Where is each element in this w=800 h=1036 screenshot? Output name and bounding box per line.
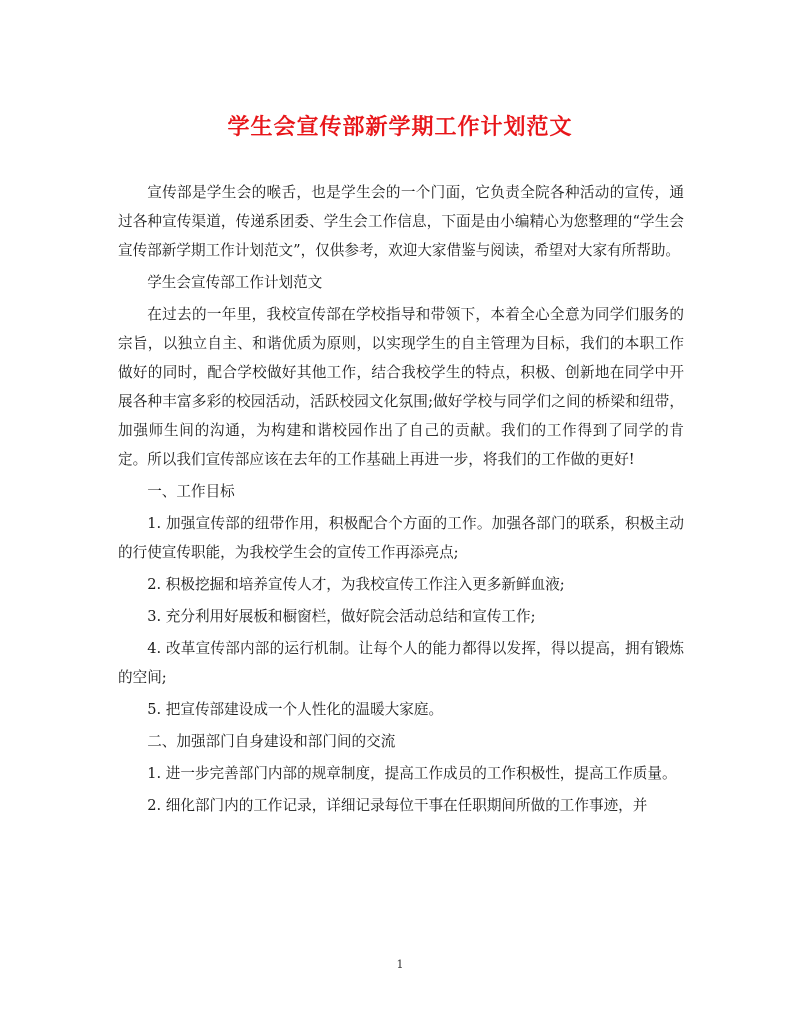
paragraph-intro: 宣传部是学生会的喉舌，也是学生会的一个门面，它负责全院各种活动的宣传，通过各种宣传渠道，传递系团委、学生会工作信息，下面是由小编精心为您整理的“学生会宣传部新学期工作计划范文”，仅供参考，欢迎大家借鉴与阅读，希望对大家有所帮助。 — [118, 184, 684, 259]
list-item-goal-1: 1. 加强宣传部的纽带作用，积极配合个方面的工作。加强各部门的联系，积极主动的行使宣传职能，为我校学生会的宣传工作再添亮点; — [118, 515, 684, 561]
list-item-goal-4: 4. 改革宣传部内部的运行机制。让每个人的能力都得以发挥，得以提高，拥有锻炼的空间; — [118, 640, 684, 686]
paragraph-review: 在过去的一年里，我校宣传部在学校指导和带领下，本着全心全意为同学们服务的宗旨，以独立自主、和谐优质为原则，以实现学生的自主管理为目标，我们的本职工作做好的同时，配合学校做好其他工作，结合我校学生的特点，积极、创新地在同学中开展各种丰富多彩的校园活动，活跃校园文化氛围;做好学校与同学们之间的桥梁和纽带，加强师生间的沟通，为构建和谐校园作出了自己的贡献。我们的工作得到了同学的肯定。所以我们宣传部应该在去年的工作基础上再进一步，将我们的工作做的更好! — [118, 306, 684, 468]
list-item-construction-1: 1. 进一步完善部门内部的规章制度，提高工作成员的工作积极性，提高工作质量。 — [147, 765, 677, 782]
list-item-goal-3: 3. 充分利用好展板和橱窗栏，做好院会活动总结和宣传工作; — [147, 608, 536, 625]
document-body — [118, 178, 684, 823]
list-item-goal-5: 5. 把宣传部建设成一个人性化的温暖大家庭。 — [147, 701, 444, 718]
section-heading-goals: 一、工作目标 — [147, 483, 235, 500]
paragraph-subtitle: 学生会宣传部工作计划范文 — [147, 274, 323, 291]
page-number: 1 — [396, 958, 404, 971]
document-title: 学生会宣传部新学期工作计划范文 — [227, 115, 573, 140]
section-heading-construction: 二、加强部门自身建设和部门间的交流 — [147, 733, 396, 750]
list-item-construction-2: 2. 细化部门内的工作记录，详细记录每位干事在任职期间所做的工作事迹，并 — [147, 797, 648, 814]
list-item-goal-2: 2. 积极挖掘和培养宣传人才，为我校宣传工作注入更多新鲜血液; — [147, 576, 565, 593]
